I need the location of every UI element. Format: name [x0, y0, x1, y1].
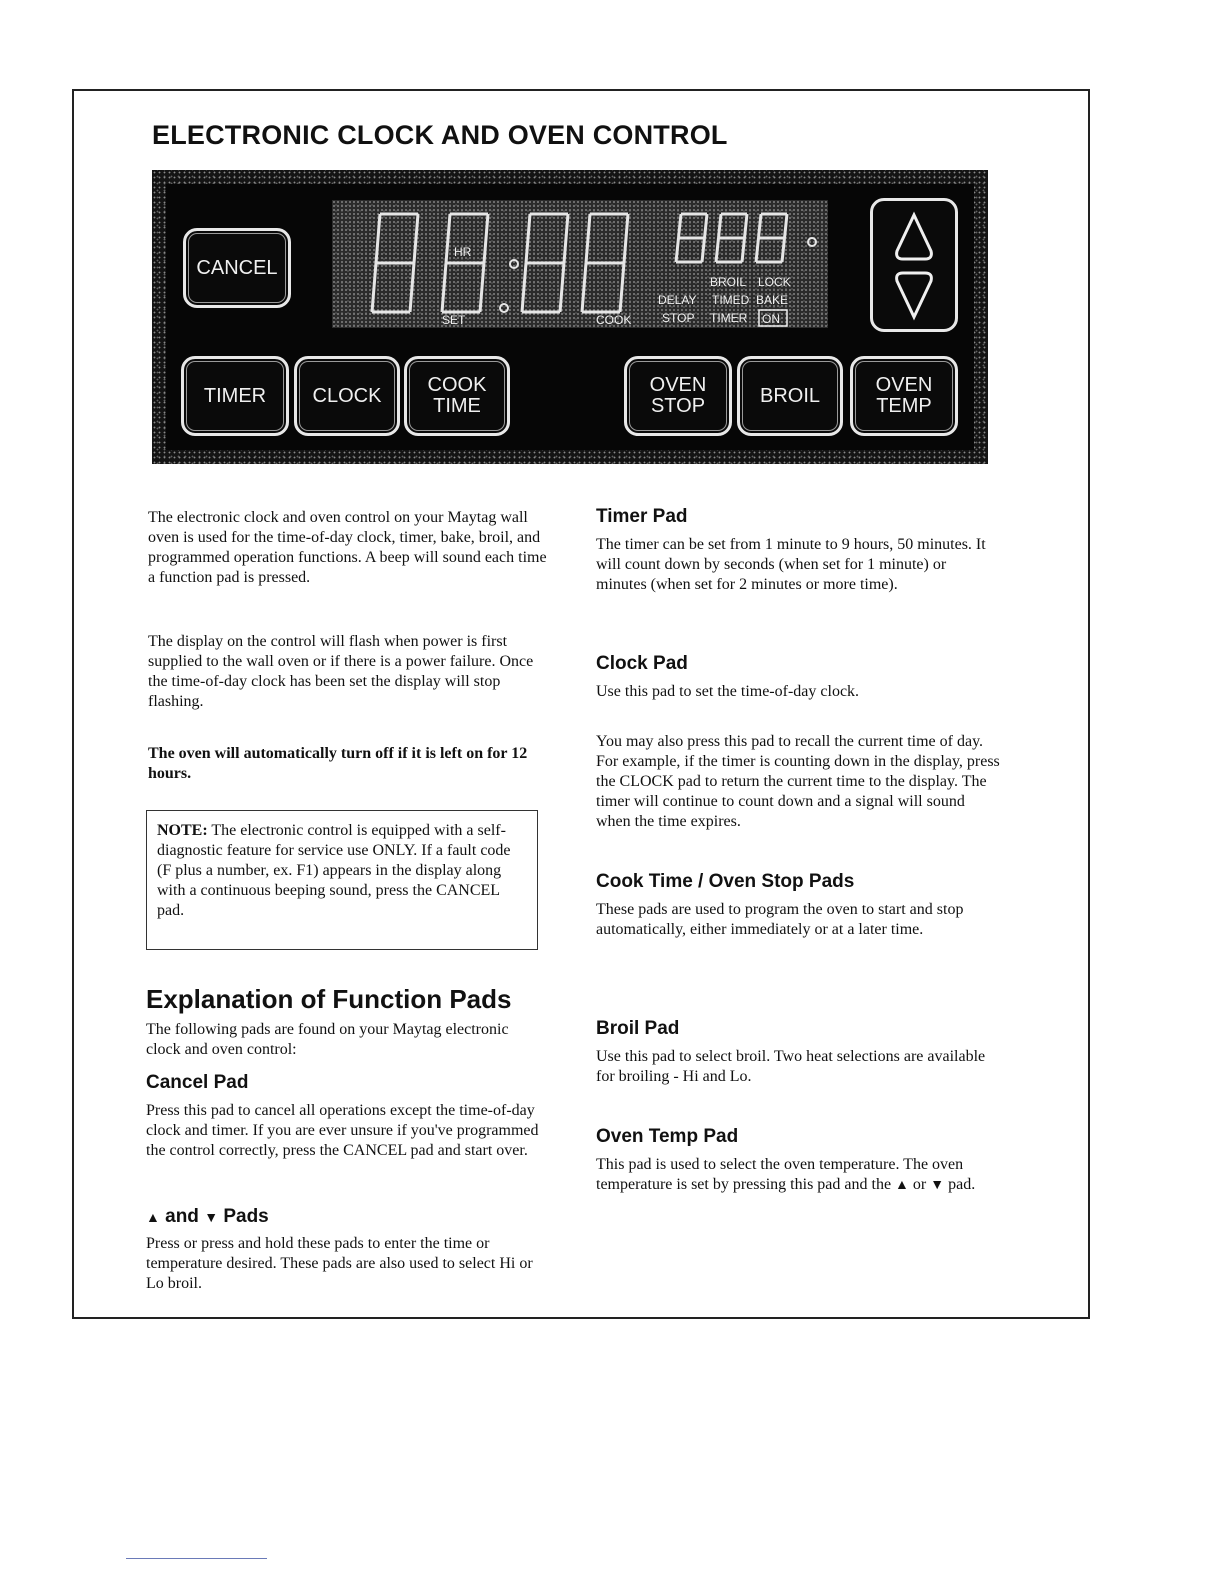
arrow-pads-heading — [146, 1206, 269, 1228]
up-triangle-icon: ▲ — [895, 1178, 909, 1193]
display-bake-label: BAKE — [756, 293, 789, 307]
display-hr-label: HR — [454, 245, 472, 259]
clock-button[interactable] — [294, 356, 400, 436]
display-broil-label: BROIL — [710, 275, 747, 289]
note-box — [146, 810, 538, 950]
timer-button-label: TIMER — [203, 384, 267, 407]
display-segment — [414, 214, 418, 263]
oven-temp-pad-heading: Oven Temp Pad — [596, 1126, 739, 1147]
cook-time-oven-stop-heading: Cook Time / Oven Stop Pads — [596, 871, 855, 892]
display-segment — [480, 263, 484, 312]
cancel-button[interactable] — [183, 228, 291, 308]
broil-button-label: BROIL — [759, 384, 821, 407]
display-segment — [446, 214, 450, 263]
up-triangle-icon: ▲ — [146, 1209, 160, 1225]
down-triangle-icon: ▼ — [930, 1178, 945, 1193]
display-segment — [716, 238, 719, 262]
cook-time-button[interactable] — [404, 356, 510, 436]
page-title: ELECTRONIC CLOCK AND OVEN CONTROL — [152, 120, 728, 150]
display-segment — [782, 238, 785, 262]
display-segment — [742, 238, 745, 262]
display-lock-label: LOCK — [758, 275, 791, 289]
display-segment — [624, 214, 628, 263]
up-arrow-button[interactable] — [870, 198, 958, 332]
broil-pad-text: Use this pad to select broil. Two heat selections are available for broiling - Hi and Lo. — [596, 1048, 986, 1085]
display-cook-label: COOK — [596, 313, 632, 327]
display-segment — [582, 263, 586, 312]
explanation-text: The following pads are found on your Maytag electronic clock and oven control: — [146, 1021, 509, 1058]
display-segment — [410, 263, 414, 312]
down-arrow-icon — [897, 273, 932, 317]
display-segment — [376, 214, 380, 263]
auto-off-warning: The oven will automatically turn off if it is left on for 12 hours. — [148, 745, 528, 782]
display-segment — [586, 214, 590, 263]
broil-pad-heading: Broil Pad — [596, 1018, 680, 1039]
display-timer-label: TIMER — [710, 311, 748, 325]
display-colon-lower — [500, 304, 508, 312]
display-delay-label: DELAY — [658, 293, 697, 307]
timer-button[interactable] — [181, 356, 289, 436]
display-segment — [620, 263, 624, 312]
intro-paragraph-2: The display on the control will flash when power is first supplied to the wall oven or if there is a power failure. Once the time-of-day clock has been set the display will stop flashing. — [148, 633, 534, 710]
display-segment — [785, 214, 788, 238]
display-segment — [484, 214, 488, 263]
clock-pad-text-1: Use this pad to set the time-of-day clock. — [596, 683, 860, 700]
display-segment — [372, 263, 376, 312]
display-set-label: SET — [442, 313, 466, 327]
down-triangle-icon: ▼ — [204, 1209, 219, 1225]
up-arrow-icon — [897, 215, 932, 259]
oven-temp-button[interactable] — [850, 356, 958, 436]
panel-display — [332, 200, 828, 328]
note-label: NOTE: — [157, 822, 208, 839]
control-panel-illustration — [152, 170, 988, 464]
display-stop-label: STOP — [662, 311, 695, 325]
footer-rule — [126, 1558, 267, 1559]
arrow-pad-icons — [873, 201, 955, 329]
cancel-pad-heading: Cancel Pad — [146, 1072, 249, 1093]
display-segment — [759, 214, 762, 238]
display-segment — [676, 238, 679, 262]
cancel-pad-text: Press this pad to cancel all operations except the time-of-day clock and timer. If you are ever unsure if you've programmed the control correctly, press the CANCEL pad and start over. — [146, 1102, 539, 1159]
clock-button-label: CLOCK — [312, 384, 382, 407]
timer-pad-text: The timer can be set from 1 minute to 9 hours, 50 minutes. It will count down by seconds (when set for 1 minute) or minutes (when set for 2 minutes or more time). — [596, 536, 986, 593]
display-segment — [522, 263, 526, 312]
oven-temp-text-or: or — [908, 1176, 931, 1193]
oven-temp-text-b: pad. — [944, 1176, 976, 1193]
display-colon-upper — [510, 260, 518, 268]
intro-paragraph-1: The electronic clock and oven control on your Maytag wall oven is used for the time-of-day clock, timer, bake, broil, and programmed operation functions. A beep will sound each time a function pad is pressed. — [148, 509, 547, 586]
oven-temp-button-label: OVEN TEMP — [875, 374, 933, 417]
display-segment — [702, 238, 705, 262]
arrow-pads-text: Press or press and hold these pads to enter the time or temperature desired. These pads are also used to select Hi or Lo broil. — [146, 1235, 533, 1292]
clock-pad-text-2: You may also press this pad to recall the current time of day. For example, if the timer is counting down in the display, press the CLOCK pad to return the current time to the display. The timer will continue to count down and a signal will sound when the time expires. — [596, 733, 1000, 830]
display-segment — [679, 214, 682, 238]
display-segment — [442, 263, 446, 312]
cook-time-button-label: COOK TIME — [427, 374, 487, 417]
display-degree-symbol — [808, 238, 816, 246]
oven-stop-button[interactable] — [624, 356, 732, 436]
display-segment — [564, 214, 568, 263]
display-on-label: ON — [762, 312, 780, 326]
explanation-heading: Explanation of Function Pads — [146, 984, 512, 1014]
display-segment — [526, 214, 530, 263]
arrow-pads-heading-and: and — [159, 1206, 205, 1227]
display-segment — [756, 238, 759, 262]
cook-time-oven-stop-text: These pads are used to program the oven to start and stop automatically, either immediately or at a later time. — [596, 901, 964, 938]
oven-temp-pad-text — [596, 1155, 1006, 1196]
display-timed-label: TIMED — [712, 293, 750, 307]
display-segment — [719, 214, 722, 238]
oven-stop-button-label: OVEN STOP — [649, 374, 707, 417]
clock-pad-heading: Clock Pad — [596, 653, 688, 674]
broil-button[interactable] — [737, 356, 843, 436]
display-segment — [705, 214, 708, 238]
cancel-button-label: CANCEL — [196, 256, 278, 279]
oven-temp-text-a: This pad is used to select the oven temperature. The oven temperature is set by pressing this pad and the — [596, 1156, 964, 1193]
display-segment — [560, 263, 564, 312]
seven-segment-display — [332, 200, 828, 328]
timer-pad-heading: Timer Pad — [596, 506, 688, 527]
arrow-pads-heading-pads: Pads — [218, 1206, 269, 1227]
note-text: The electronic control is equipped with a self-diagnostic feature for service use ONLY. If a fault code (F plus a number, ex. F1) appears in the display along with a continuous beeping sound, press the CANCEL pad. — [157, 822, 511, 919]
display-segment — [745, 214, 748, 238]
